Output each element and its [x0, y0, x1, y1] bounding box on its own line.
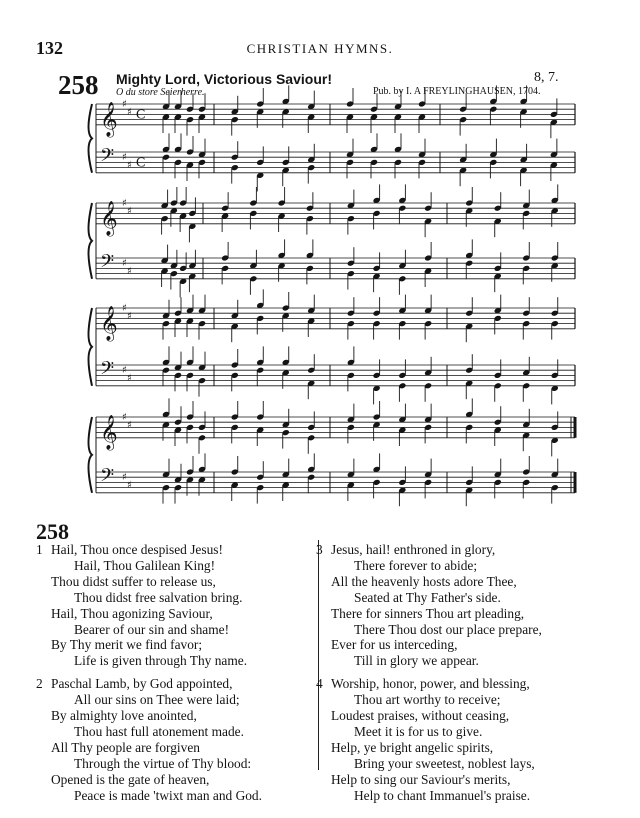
verse-line: Thou hast full atonement made. — [74, 723, 244, 739]
verse-line: Seated at Thy Father's side. — [354, 589, 501, 605]
sharp-icon: ♯ — [122, 258, 127, 270]
verse-line: Jesus, hail! enthroned in glory, — [331, 542, 496, 557]
sharp-icon: ♯ — [122, 365, 127, 377]
verse-line: Hail, Thou once despised Jesus! — [51, 542, 223, 557]
source-credit: Pub. by I. A FREYLINGHAUSEN, 1704. — [373, 86, 541, 97]
verse-line: Worship, honor, power, and blessing, — [331, 676, 530, 692]
verse-line: Through the virtue of Thy blood: — [74, 755, 252, 771]
brace-icon — [89, 203, 93, 279]
text-hymn-number: 258 — [36, 519, 69, 544]
verse-line: Hail, Thou agonizing Saviour, — [51, 605, 213, 621]
verse-line: Loudest praises, without ceasing, — [331, 708, 510, 724]
sharp-icon: ♯ — [127, 205, 132, 217]
treble-clef-icon: 𝄞 — [100, 305, 118, 341]
verse-line: There Thou dost our place prepare, — [354, 621, 542, 637]
stanza-number: 2 — [36, 676, 43, 692]
sharp-icon: ♯ — [122, 152, 127, 164]
sharp-icon: ♯ — [122, 198, 127, 209]
sharp-icon: ♯ — [122, 303, 127, 314]
sharp-icon: ♯ — [127, 480, 132, 491]
sharp-icon: ♯ — [127, 373, 132, 384]
sharp-icon: ♯ — [127, 266, 132, 277]
bass-clef-icon: 𝄢 — [100, 358, 115, 384]
verse-line: Hail, Thou Galilean King! — [74, 557, 216, 573]
verse-line: Meet it is for us to give. — [354, 723, 483, 739]
stanza — [314, 676, 614, 803]
brace-icon — [89, 104, 93, 173]
page-number: 132 — [36, 38, 63, 58]
common-time-icon: C — [136, 107, 146, 123]
brace-icon — [89, 308, 93, 386]
verse-line: Opened is the gate of heaven, — [51, 771, 210, 787]
verse-line: Bring your sweetest, noblest lays, — [354, 755, 535, 771]
sharp-icon: ♯ — [122, 412, 127, 423]
sharp-icon: ♯ — [122, 472, 127, 484]
stanza-number: 4 — [316, 676, 323, 692]
sharp-icon: ♯ — [122, 99, 127, 110]
brace-icon — [89, 417, 93, 493]
bass-clef-icon: 𝄢 — [100, 465, 115, 491]
verse-line: Thou didst free salvation bring. — [74, 589, 243, 605]
bass-clef-icon: 𝄢 — [100, 251, 115, 277]
verse-line: Thou art worthy to receive; — [354, 692, 501, 708]
stanza-number: 1 — [36, 542, 43, 557]
text-column-left — [34, 542, 312, 811]
verse-line: All Thy people are forgiven — [51, 739, 200, 755]
verse-line: Paschal Lamb, by God appointed, — [51, 676, 233, 692]
sharp-icon: ♯ — [127, 310, 132, 322]
verse-line: There forever to abide; — [354, 557, 478, 573]
verse-line: Help to sing our Saviour's merits, — [331, 771, 511, 787]
verse-line: There for sinners Thou art pleading, — [331, 605, 525, 621]
verse-line: By almighty love anointed, — [51, 708, 197, 724]
verse-line: Bearer of our sin and shame! — [74, 621, 230, 637]
hymn-number: 258 — [58, 70, 99, 100]
common-time-icon: C — [136, 155, 146, 171]
verse-line: All our sins on Thee were laid; — [74, 692, 240, 708]
sharp-icon: ♯ — [127, 106, 132, 118]
bass-clef-icon: 𝄢 — [100, 145, 115, 171]
sharp-icon: ♯ — [127, 419, 132, 431]
original-title: O du store Seierherre. — [116, 87, 205, 98]
verse-line: By Thy merit we find favor; — [51, 637, 203, 653]
text-column-right — [314, 542, 614, 811]
stanza — [34, 542, 312, 669]
stanza — [314, 542, 614, 669]
treble-clef-icon: 𝄞 — [100, 414, 118, 450]
verse-line: Life is given through Thy name. — [74, 653, 248, 669]
hymn-title: Mighty Lord, Victorious Saviour! — [116, 71, 332, 87]
treble-clef-icon: 𝄞 — [100, 101, 118, 137]
meter: 8, 7. — [534, 70, 559, 85]
verse-line: Thou didst suffer to release us, — [51, 573, 216, 589]
stanza-number: 3 — [316, 542, 323, 557]
verse-line: Help, ye bright angelic spirits, — [331, 739, 494, 755]
running-head: CHRISTIAN HYMNS. — [246, 41, 394, 56]
verse-line: Peace is made 'twixt man and God. — [74, 787, 262, 803]
verse-line: All the heavenly hosts adore Thee, — [331, 573, 517, 589]
verse-line: Ever for us interceding, — [331, 637, 458, 653]
stanza — [34, 676, 312, 803]
sharp-icon: ♯ — [127, 160, 132, 171]
verse-line: Help to chant Immanuel's praise. — [354, 787, 531, 803]
verse-line: Till in glory we appear. — [354, 653, 479, 669]
treble-clef-icon: 𝄞 — [100, 200, 118, 236]
